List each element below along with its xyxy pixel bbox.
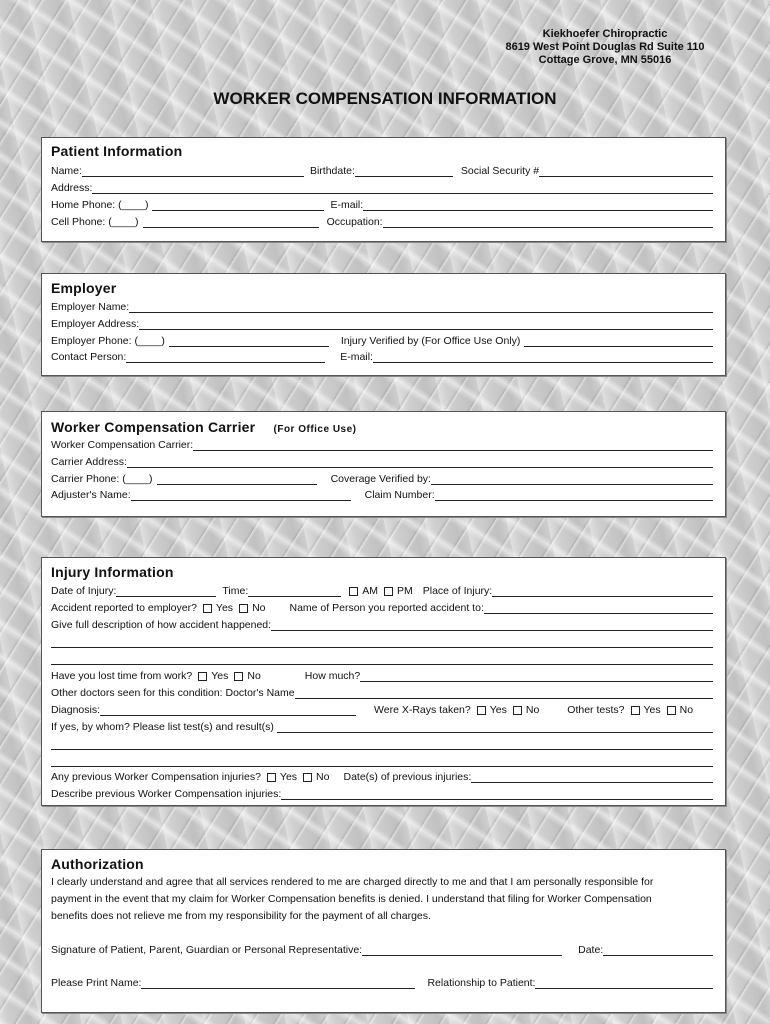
clinic-header: [485, 28, 725, 67]
auth-date-label: Date:: [578, 944, 604, 956]
injury-row-tests-2: [51, 736, 715, 750]
carrier-section-title: [51, 419, 357, 435]
coverage-verified-field[interactable]: [431, 473, 713, 485]
authorization-row-signature: [51, 942, 715, 956]
employer-section: [41, 273, 726, 376]
patient-information-section: [41, 137, 726, 242]
email-label: E-mail:: [330, 199, 364, 211]
employer-phone-label: Employer Phone: (____): [51, 335, 165, 347]
lost-time-yes-label: Yes: [211, 670, 229, 682]
reported-to-label: Name of Person you reported accident to:: [289, 602, 484, 614]
injury-row-date: [51, 583, 715, 597]
print-name-field[interactable]: [141, 977, 415, 989]
signature-field[interactable]: [362, 944, 562, 956]
xrays-yes-checkbox[interactable]: [477, 706, 486, 715]
reported-no-label: No: [252, 602, 266, 614]
name-label: Name:: [51, 165, 82, 177]
other-tests-no-label: No: [679, 704, 694, 716]
other-tests-no-checkbox[interactable]: [667, 706, 676, 715]
email-field[interactable]: [363, 199, 713, 211]
birthdate-field[interactable]: [355, 165, 453, 177]
lost-time-no-checkbox[interactable]: [234, 672, 243, 681]
contact-person-label: Contact Person:: [51, 351, 127, 363]
diagnosis-field[interactable]: [100, 704, 356, 716]
authorization-line-2: payment in the event that my claim for Worker Compensation benefits is denied. I understand that filing for Worker Compensation: [51, 893, 652, 905]
injury-row-diagnosis: [51, 702, 715, 716]
injury-row-lost-time: [51, 668, 715, 682]
injury-section-title: Injury Information: [51, 564, 174, 580]
cell-phone-label: Cell Phone: (____): [51, 216, 139, 228]
xrays-no-label: No: [525, 704, 540, 716]
employer-row-name: [51, 299, 715, 313]
xrays-no-checkbox[interactable]: [513, 706, 522, 715]
claim-number-label: Claim Number:: [364, 489, 435, 501]
address-label: Address:: [51, 182, 93, 194]
authorization-text: [51, 874, 707, 925]
injury-verified-field[interactable]: [524, 335, 713, 347]
previous-no-checkbox[interactable]: [303, 773, 312, 782]
by-whom-field[interactable]: [277, 721, 713, 733]
carrier-heading: Worker Compensation Carrier: [51, 419, 256, 435]
clinic-name: Kiekhoefer Chiropractic: [542, 28, 668, 40]
ssn-label: Social Security #: [460, 165, 540, 177]
employer-email-field[interactable]: [373, 351, 713, 363]
employer-row-address: [51, 316, 715, 330]
carrier-row-adjuster: [51, 487, 715, 501]
contact-person-field[interactable]: [126, 351, 325, 363]
description-field[interactable]: [271, 619, 713, 631]
reported-to-field[interactable]: [484, 602, 713, 614]
how-much-label: How much?: [304, 670, 361, 682]
description-label: Give full description of how accident happened:: [51, 619, 272, 631]
name-field[interactable]: [82, 165, 304, 177]
injury-row-tests-3: [51, 753, 715, 767]
injury-date-field[interactable]: [116, 585, 216, 597]
carrier-phone-field[interactable]: [157, 473, 317, 485]
injury-verified-label: Injury Verified by (For Office Use Only): [340, 335, 521, 347]
coverage-verified-label: Coverage Verified by:: [330, 473, 431, 485]
describe-previous-label: Describe previous Worker Compensation injuries:: [51, 788, 282, 800]
carrier-address-field[interactable]: [127, 456, 713, 468]
relationship-label: Relationship to Patient:: [427, 977, 536, 989]
authorization-row-print-name: [51, 975, 715, 989]
reported-yes-label: Yes: [215, 602, 234, 614]
carrier-label: Worker Compensation Carrier:: [51, 439, 194, 451]
injury-row-description-2: [51, 634, 715, 648]
home-phone-label: Home Phone: (____): [51, 199, 149, 211]
carrier-field[interactable]: [193, 439, 713, 451]
employer-phone-field[interactable]: [169, 335, 329, 347]
clinic-address-line2: Cottage Grove, MN 55016: [538, 54, 672, 66]
carrier-phone-label: Carrier Phone: (____): [51, 473, 153, 485]
previous-yes-checkbox[interactable]: [267, 773, 276, 782]
carrier-address-label: Carrier Address:: [51, 456, 127, 468]
carrier-row-name: [51, 437, 715, 451]
birthdate-label: Birthdate:: [309, 165, 355, 177]
previous-dates-label: Date(s) of previous injuries:: [343, 771, 472, 783]
xrays-yes-label: Yes: [489, 704, 507, 716]
injury-row-by-whom: [51, 719, 715, 733]
authorization-line-3: benefits does not relieve me from my responsibility for the payment of all charges.: [51, 910, 431, 922]
pm-checkbox[interactable]: [384, 587, 393, 596]
am-label: AM: [362, 585, 378, 597]
pm-label: PM: [397, 585, 413, 597]
occupation-label: Occupation:: [326, 216, 383, 228]
reported-yes-checkbox[interactable]: [203, 604, 212, 613]
employer-address-label: Employer Address:: [51, 318, 140, 330]
place-field[interactable]: [492, 585, 713, 597]
injury-section: [41, 557, 726, 806]
form-title: WORKER COMPENSATION INFORMATION: [213, 89, 557, 108]
injury-row-description: [51, 617, 715, 631]
adjuster-label: Adjuster's Name:: [51, 489, 131, 501]
relationship-field[interactable]: [535, 977, 713, 989]
injury-row-description-3: [51, 651, 715, 665]
patient-row-cell-phone: [51, 214, 715, 228]
employer-row-contact: [51, 349, 715, 363]
carrier-row-phone: [51, 471, 715, 485]
previous-dates-field[interactable]: [471, 771, 713, 783]
adjuster-field[interactable]: [131, 489, 351, 501]
patient-row-address: [51, 180, 715, 194]
employer-name-field[interactable]: [129, 301, 713, 313]
injury-row-other-doctors: [51, 685, 715, 699]
lost-time-no-label: No: [247, 670, 261, 682]
other-tests-yes-label: Yes: [643, 704, 661, 716]
employer-address-field[interactable]: [139, 318, 713, 330]
xrays-label: Were X-Rays taken?: [374, 704, 471, 716]
clinic-address-line1: 8619 West Point Douglas Rd Suite 110: [505, 41, 705, 53]
previous-no-label: No: [316, 771, 330, 783]
describe-previous-field[interactable]: [281, 788, 713, 800]
place-label: Place of Injury:: [422, 585, 493, 597]
address-field[interactable]: [92, 182, 713, 194]
previous-yes-label: Yes: [279, 771, 298, 783]
reported-no-checkbox[interactable]: [239, 604, 248, 613]
other-tests-label: Other tests?: [567, 704, 625, 716]
claim-number-field[interactable]: [435, 489, 713, 501]
other-doctors-field[interactable]: [295, 687, 713, 699]
authorization-section-title: Authorization: [51, 856, 144, 872]
other-tests-yes-checkbox[interactable]: [631, 706, 640, 715]
time-label: Time:: [222, 585, 249, 597]
carrier-section: [41, 411, 726, 517]
time-field[interactable]: [248, 585, 341, 597]
am-checkbox[interactable]: [349, 587, 358, 596]
lost-time-yes-checkbox[interactable]: [198, 672, 207, 681]
description-line-3[interactable]: [51, 653, 713, 665]
injury-row-describe-previous: [51, 786, 715, 800]
employer-row-phone: [51, 333, 715, 347]
ssn-field[interactable]: [539, 165, 713, 177]
carrier-row-address: [51, 454, 715, 468]
other-doctors-label: Other doctors seen for this condition: Doctor's Name: [51, 687, 295, 699]
reported-label: Accident reported to employer?: [51, 602, 197, 614]
authorization-section: [41, 849, 726, 1013]
diagnosis-label: Diagnosis:: [51, 704, 101, 716]
occupation-field[interactable]: [383, 216, 713, 228]
employer-section-title: Employer: [51, 280, 117, 296]
print-name-label: Please Print Name:: [51, 977, 142, 989]
how-much-field[interactable]: [360, 670, 713, 682]
patient-row-home-phone: [51, 197, 715, 211]
tests-line-3[interactable]: [51, 755, 713, 767]
description-line-2[interactable]: [51, 636, 713, 648]
patient-section-title: Patient Information: [51, 143, 183, 159]
by-whom-label: If yes, by whom? Please list test(s) and result(s): [51, 721, 274, 733]
home-phone-field[interactable]: [152, 199, 324, 211]
injury-row-previous: [51, 769, 715, 783]
employer-email-label: E-mail:: [340, 351, 373, 363]
patient-row-name: [51, 163, 715, 177]
signature-label: Signature of Patient, Parent, Guardian or Personal Representative:: [51, 944, 363, 956]
employer-name-label: Employer Name:: [51, 301, 130, 313]
auth-date-field[interactable]: [603, 944, 713, 956]
injury-row-reported: [51, 600, 715, 614]
previous-injuries-label: Any previous Worker Compensation injuries?: [51, 771, 261, 783]
cell-phone-field[interactable]: [143, 216, 319, 228]
office-use-note: (For Office Use): [273, 424, 357, 435]
authorization-line-1: I clearly understand and agree that all services rendered to me are charged directly to me and that I am personally responsible for: [51, 876, 654, 888]
lost-time-label: Have you lost time from work?: [51, 670, 193, 682]
injury-date-label: Date of Injury:: [51, 585, 117, 597]
tests-line-2[interactable]: [51, 738, 713, 750]
